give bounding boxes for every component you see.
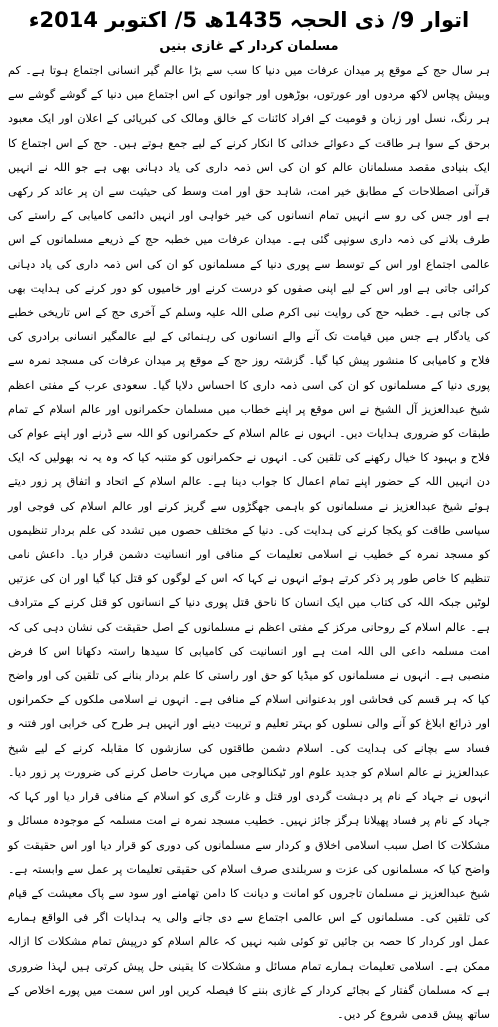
article-body: ہر سال حج کے موقع پر میدان عرفات میں دنیا کا سب سے بڑا عالم گیر انسانی اجتماع ہوتا ہے۔ کم وبیش پچاس لاکھ مردوں اور عورتوں، بوڑھوں اور جوانوں کے اس اجتماع میں دنیا کے گوشے گوشے سے ہر رنگ، نسل اور زبان و قومیت کے افراد کائنات کے خالق ومالک کی کبریائی کے اعلان اور ایک معبود برحق کے سوا ہر طاقت کے دعوائے خدائی کا انکار کرنے کے لیے جمع ہوتے ہیں۔ حج کے اس اجتماع کا ایک بنیادی مقصد مسلمانان عالم کو ان کی اس ذمہ داری کی یاد دہانی بھی ہے جو اللہ نے انہیں قرآنی اصطلاحات کے مطابق خیر امت، شاہد حق اور امت وسط کی حیثیت سے ان پر عائد کر رکھی ہے اور جس کی رو سے انہیں تمام انسانوں کی خیر خواہی اور انہیں دائمی کامیابی کے راستے کی طرف بلانے کی ذمہ داری سونپی گئی ہے۔ میدان عرفات میں خطبہ حج کے ذریعے مسلمانوں کے اس عالمی اجتماع اور اس کے توسط سے پوری دنیا کے مسلمانوں کو ان کی اس ذمہ داری کی یاد دہانی کرائی جاتی ہے اور اس کے لیے اپنی صفوں کو درست کرنے اور خامیوں کو دور کرنے کی ہدایت بھی کی جاتی ہے۔ خطبہ حج کی روایت نبی اکرم صلی اللہ علیہ وسلم کے آخری حج کے اس تاریخی خطبے کی یادگار ہے جس میں قیامت تک آنے والے انسانوں کی رہنمائی کے لیے عالمگیر انسانی برادری کی فلاح و کامیابی کا منشور پیش کیا گیا۔ گزشتہ روز حج کے موقع پر میدان عرفات کی مسجد نمرہ سے پوری دنیا کے مسلمانوں کو ان کی اسی ذمہ داری کا احساس دلایا گیا۔ سعودی عرب کے مفتی اعظم شیخ عبدالعزیز آل الشیخ نے اس موقع پر اپنے خطاب میں مسلمان حکمرانوں اور عالم اسلام کے تمام طبقات کو ضروری ہدایات دیں۔ انہوں نے عالم اسلام کے حکمرانوں کو اللہ سے ڈرنے اور اپنے عوام کی فلاح و بہبود کا خیال رکھنے کی تلقین کی۔ انہوں نے حکمرانوں کو متنبہ کیا کہ وہ یہ نہ بھولیں کہ ایک دن انہیں اللہ کے حضور اپنے تمام اعمال کا جواب دینا ہے۔ عالم اسلام کے اتحاد و اتفاق پر زور دیتے ہوئے شیخ عبدالعزیز نے مسلمانوں کو باہمی جھگڑوں سے گریز کرنے اور عالم اسلام کی فوجی اور سیاسی طاقت کو یکجا کرنے کی ہدایت کی۔ دنیا کے مختلف حصوں میں تشدد کی علم بردار تنظیموں کو مسجد نمرہ کے خطیب نے اسلامی تعلیمات کے منافی اور انسانیت دشمن قرار دیا۔ داعش نامی تنظیم کا خاص طور پر ذکر کرتے ہوئے انہوں نے کہا کہ اس کے لوگوں کو قتل کیا گیا اور ان کی عزتیں لوٹیں جبکہ اللہ کی کتاب میں ایک انسان کا ناحق قتل پوری دنیا کے انسانوں کو قتل کرنے کے مترادف ہے۔ عالم اسلام کے روحانی مرکز کے مفتی اعظم نے مسلمانوں کے اصل حقیقت کی نشان دہی کی کہ امت مسلمہ داعی الی اللہ امت ہے اور انسانیت کی کامیابی کا سیدھا راستہ دکھانا اس کا فرض منصبی ہے۔ انہوں نے مسلمانوں کو میڈیا کو حق اور راستی کا علم بردار بنانے کی تلقین کی اور واضح کیا کہ ہر قسم کی فحاشی اور بدعنوانی اسلام کے منافی ہے۔ انہوں نے اسلامی ملکوں کے حکمرانوں اور ذرائع ابلاغ کو آنے والی نسلوں کو بہتر تعلیم و تربیت دینے اور انہیں ہر طرح کی خرابی اور فتنہ و فساد سے بچانے کی ہدایت کی۔ اسلام دشمن طاقتوں کی سازشوں کا مقابلہ کرنے کے لیے شیخ عبدالعزیز نے عالم اسلام کو جدید علوم اور ٹیکنالوجی میں مہارت حاصل کرنے کی ضرورت پر زور دیا۔ انہوں نے جہاد کے نام پر دہشت گردی اور قتل و غارت گری کو اسلام کے منافی قرار دیا اور کہا کہ جہاد کے نام پر فساد پھیلانا ہرگز جائز نہیں۔ خطیب مسجد نمرہ نے امت مسلمہ کے موجودہ مسائل و مشکلات کا اصل سبب اسلامی اخلاق و کردار سے مسلمانوں کی دوری کو قرار دیا اور اس حقیقت کو واضح کیا کہ مسلمانوں کی عزت و سربلندی صرف اسلام کی حقیقی تعلیمات پر عمل سے وابستہ ہے۔ شیخ عبدالعزیز نے مسلمان تاجروں کو امانت و دیانت کا دامن تھامنے اور سود سے پاک معیشت کے قیام کی تلقین کی۔ مسلمانوں کے اس عالمی اجتماع سے دی جانے والی یہ ہدایات اگر فی الواقع ہمارے عمل اور کردار کا حصہ بن جائیں تو کوئی شبہ نہیں کہ عالم اسلام کو درپیش تمام مشکلات کا ازالہ ممکن ہے۔ اسلامی تعلیمات ہمارے تمام مسائل و مشکلات کا یقینی حل پیش کرتی ہیں لہذا ضروری ہے کہ مسلمان گفتار کے بجائے کردار کے غازی بننے کا فیصلہ کریں اور اس سمت میں پورے اخلاص کے ساتھ پیش قدمی شروع کر دیں۔ bbox=[8, 64, 490, 1021]
headline: مسلمان کردار کے غازی بنیں bbox=[159, 39, 339, 54]
date-line: اتوار 9/ ذی الحجہ 1435ھ 5/ اکتوبر 2014ء bbox=[28, 8, 470, 32]
